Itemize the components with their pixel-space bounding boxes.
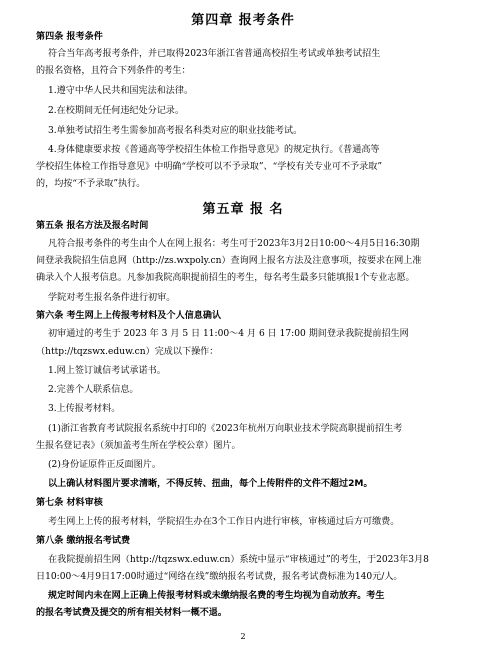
list-item: (1)浙江省教育考试院报名系统中打印的《2023年杭州万向职业技术学院高职提前招生考 — [48, 424, 403, 434]
paragraph: 学院对考生报名条件进行初审。 — [48, 293, 176, 303]
paragraph: 规定时间内未在网上正确上传报考材料或未缴纳报名费的考生均视为自动放弃。考生 — [48, 591, 385, 601]
list-item: 4.身体健康要求按《普通高等学校招生体检工作指导意见》的规定执行。《普通高等 — [48, 145, 380, 155]
paragraph: 的，均按“不予录取”执行。 — [36, 179, 146, 189]
chapter-4-title: 第四章 报考条件 — [191, 13, 295, 28]
paragraph: 日10:00～4月9日17:00时通过“网络在线”缴纳报名考试费，报名考试费标准为140元/人。 — [36, 572, 403, 582]
list-item: 2.在校期间无任何违纪处分记录。 — [48, 106, 184, 116]
article-6-heading: 第六条 考生网上上传报考材料及个人信息确认 — [36, 311, 222, 321]
paragraph: 符合当年高考报考条件，并已取得2023年浙江省普通高校招生考试或单独考试招生 — [48, 49, 381, 59]
paragraph: 学校招生体检工作指导意见》中明确“学校可以不予录取”、“学校有关专业可不予录取” — [36, 162, 382, 172]
list-item: 3.上传报考材料。 — [48, 404, 121, 414]
note: 以上确认材料图片要求清晰，不得反转、扭曲，每个上传附件的文件不超过2M。 — [48, 479, 373, 489]
list-item: (2)身份证原件正反面图片。 — [48, 460, 161, 470]
paragraph: 凡符合报考条件的考生由个人在网上报名：考生可于2023年3月2日10:00～4月5日16:30期 — [48, 239, 420, 249]
list-item: 2.完善个人联系信息。 — [48, 385, 139, 395]
paragraph: 确录入个人报考信息。凡参加我院高职提前招生的考生，每名考生最多只能填报1个专业志愿。 — [36, 273, 415, 283]
page-number: 2 — [240, 632, 246, 641]
article-8-heading: 第八条 缴纳报名考试费 — [36, 536, 131, 546]
paragraph: （http://tqzswx.eduw.cn）完成以下操作： — [36, 347, 219, 357]
article-4-heading: 第四条 报考条件 — [36, 32, 103, 42]
paragraph: 在我院提前招生网（http://tqzswx.eduw.cn）系统中显示“审核通过”的考生，于2023年3月8 — [48, 555, 429, 565]
list-item: 1.遵守中华人民共和国宪法和法律。 — [48, 86, 194, 96]
list-item: 3.单独考试招生考生需参加高考报名科类对应的职业技能考试。 — [48, 126, 303, 136]
paragraph: 的报名资格，且符合下列条件的考生： — [36, 66, 191, 76]
paragraph: 的报名考试费及提交的所有相关材料一概不退。 — [36, 608, 227, 618]
article-5-heading: 第五条 报名方法及报名时间 — [36, 221, 149, 231]
article-7-heading: 第七条 材料审核 — [36, 498, 103, 508]
paragraph: 考生网上上传的报考材料，学院招生办在3个工作日内进行审核，审核通过后方可缴费。 — [48, 517, 400, 527]
paragraph: 初审通过的考生于 2023 年 3 月 5 日 11:00～4 月 6 日 17:00 期间登录我院提前招生网 — [48, 329, 409, 339]
paragraph: 间登录我院招生信息网（http://zs.wxpoly.cn）查询网上报名方法及注意事项，按要求在网上准 — [36, 256, 422, 266]
paragraph: 生报名登记表》（须加盖考生所在学校公章）图片。 — [36, 441, 241, 451]
chapter-5-title: 第五章 报 名 — [202, 202, 284, 217]
list-item: 1.网上签订诚信考试承诺书。 — [48, 366, 166, 376]
